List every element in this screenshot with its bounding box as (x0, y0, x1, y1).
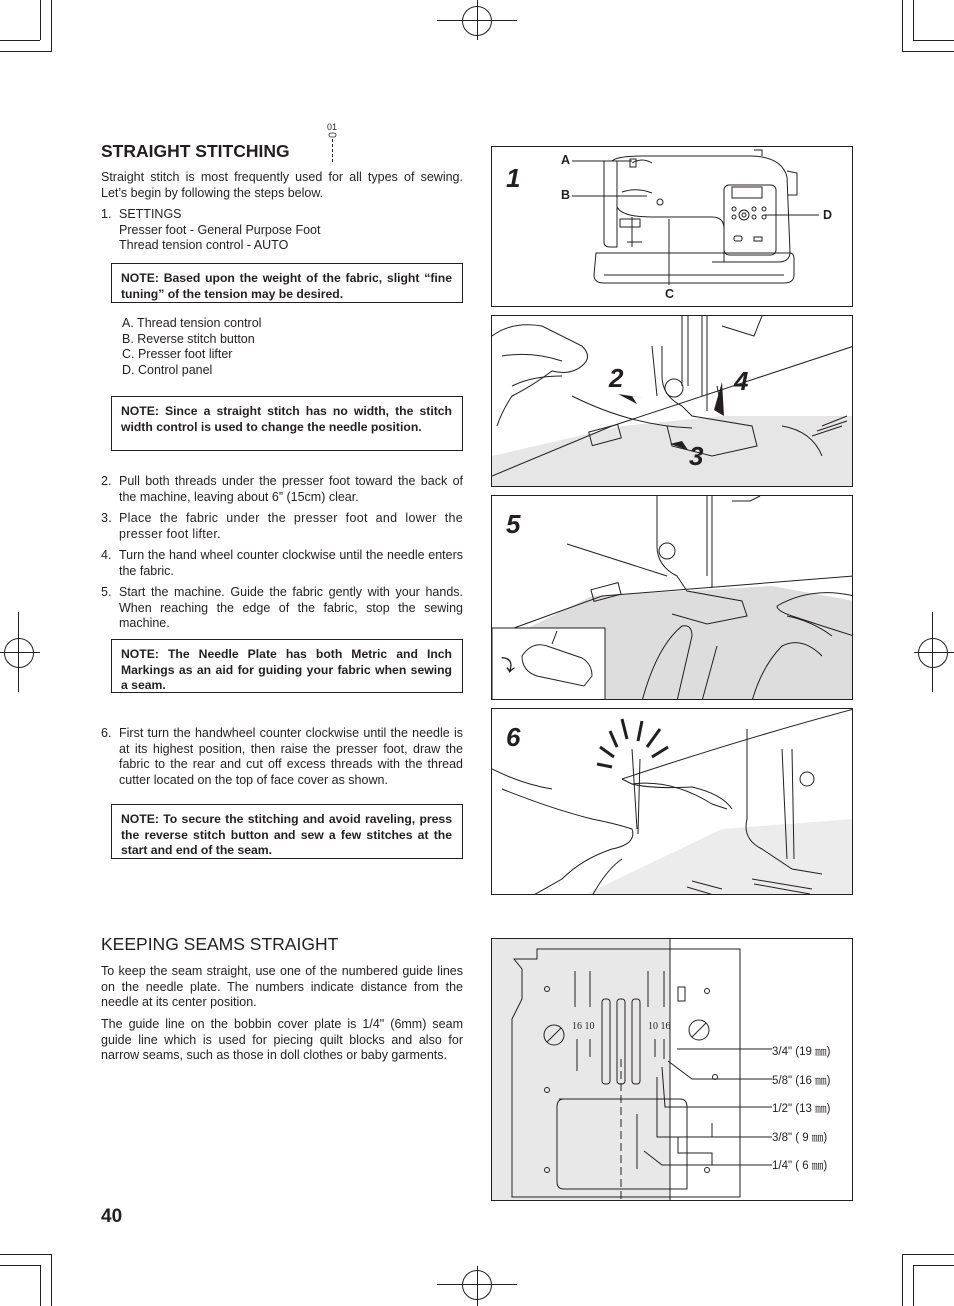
parts-list (122, 316, 261, 378)
figure-number-3: 3 (689, 441, 704, 471)
setting-thread-tension: Thread tension control - AUTO (119, 238, 289, 253)
step-text: Place the fabric under the presser foot and lower the presser foot lifter. (119, 511, 463, 541)
callout-b: B (561, 188, 571, 202)
page-number: 40 (101, 1206, 123, 1227)
step-5 (101, 585, 463, 633)
part-c: C. Presser foot lifter (122, 347, 233, 362)
note-tension: NOTE: Based upon the weight of the fabric, slight “fine tuning” of the tension may be desired. (111, 263, 463, 303)
callout-c: C (665, 287, 675, 301)
part-a: A. Thread tension control (122, 316, 262, 330)
symbol-label: 01 (327, 122, 338, 132)
figure-number: 1 (506, 163, 521, 193)
step-6 (101, 726, 463, 790)
straight-stitch-symbol (324, 122, 344, 164)
step-number: 2. (101, 474, 112, 488)
note-needle-plate: NOTE: The Needle Plate has both Metric and Inch Markings as an aid for guiding your fabric when sewing a seam. (111, 639, 463, 693)
step-text: Start the machine. Guide the fabric gently with your hands. When reaching the edge of the fabric, stop the sewing machine. (119, 585, 463, 631)
callout-a: A (561, 153, 571, 167)
intro-paragraph: Straight stitch is most frequently used for all types of sewing. Let’s begin by following the steps below. (101, 170, 463, 200)
figure-2-pull-threads (491, 315, 853, 487)
measure-1-2: 1/2" (13 ㎜) (772, 1103, 831, 1115)
step-text: First turn the handwheel counter clockwise until the needle is at its highest position, then raise the presser foot, draw the fabric to the rear and cut off excess threads with the thread cutter located on the top of face cover as shown. (119, 726, 463, 787)
step-text: Turn the hand wheel counter clockwise until the needle enters the fabric. (119, 548, 463, 578)
step-2 (101, 474, 463, 506)
figure-1-machine (491, 146, 853, 307)
step-number: 3. (101, 511, 113, 525)
plate-marks-left: 16 10 (572, 1021, 595, 1032)
sewing-machine-drawing (492, 147, 853, 307)
measure-1-4: 1/4" ( 6 ㎜) (772, 1160, 828, 1172)
note-needle-position: NOTE: Since a straight stitch has no width, the stitch width control is used to change the needle position. (111, 396, 463, 451)
measure-3-4: 3/4" (19 ㎜) (772, 1046, 831, 1058)
figure-4-cut-thread (491, 708, 853, 895)
step-number: 6. (101, 726, 112, 740)
figure-number-6: 6 (506, 722, 521, 752)
figure-number-5: 5 (506, 509, 521, 539)
part-b: B. Reverse stitch button (122, 331, 255, 346)
step-number: 4. (101, 548, 112, 562)
seams-paragraph-1: To keep the seam straight, use one of the numbered guide lines on the needle plate. The numbers indicate distance from the needle at its center position. (101, 964, 463, 1010)
callout-d: D (823, 208, 833, 222)
pull-threads-drawing (492, 316, 853, 487)
step-3 (101, 511, 463, 543)
note-reverse-stitch: NOTE: To secure the stitching and avoid raveling, press the reverse stitch button and sew a few stitches at the start and end of the seam. (111, 804, 463, 859)
settings-label: SETTINGS (119, 207, 182, 221)
figure-3-guide-fabric (491, 495, 853, 700)
setting-presser-foot: Presser foot - General Purpose Foot (119, 222, 321, 237)
figure-5-needle-plate (491, 938, 853, 1201)
plate-marks-right: 10 16 (648, 1021, 671, 1032)
section-title-straight-stitching: STRAIGHT STITCHING (101, 141, 290, 161)
svg-text:⤵: ⤵ (498, 658, 515, 675)
figure-number-2: 2 (609, 363, 624, 393)
guide-fabric-drawing (492, 496, 853, 700)
step-text: Pull both threads under the presser foot toward the back of the machine, leaving about 6” (15cm) clear. (119, 474, 463, 504)
step-4 (101, 548, 463, 580)
cut-thread-drawing (492, 709, 853, 895)
step-number: 1. (101, 207, 112, 221)
section-title-keeping-seams: KEEPING SEAMS STRAIGHT (101, 934, 339, 954)
measure-3-8: 3/8" ( 9 ㎜) (772, 1132, 828, 1144)
figure-number-4: 4 (734, 366, 749, 396)
measure-5-8: 5/8" (16 ㎜) (772, 1075, 831, 1087)
step-number: 5. (101, 585, 112, 599)
part-d: D. Control panel (122, 362, 213, 377)
straight-stitch-icon (324, 122, 344, 164)
step-1 (101, 207, 463, 255)
seams-paragraph-2: The guide line on the bobbin cover plate is 1/4" (6mm) seam guide line which is used for piecing quilt blocks and also for narrow seams, such as those in doll clothes or baby garments. (101, 1017, 463, 1063)
